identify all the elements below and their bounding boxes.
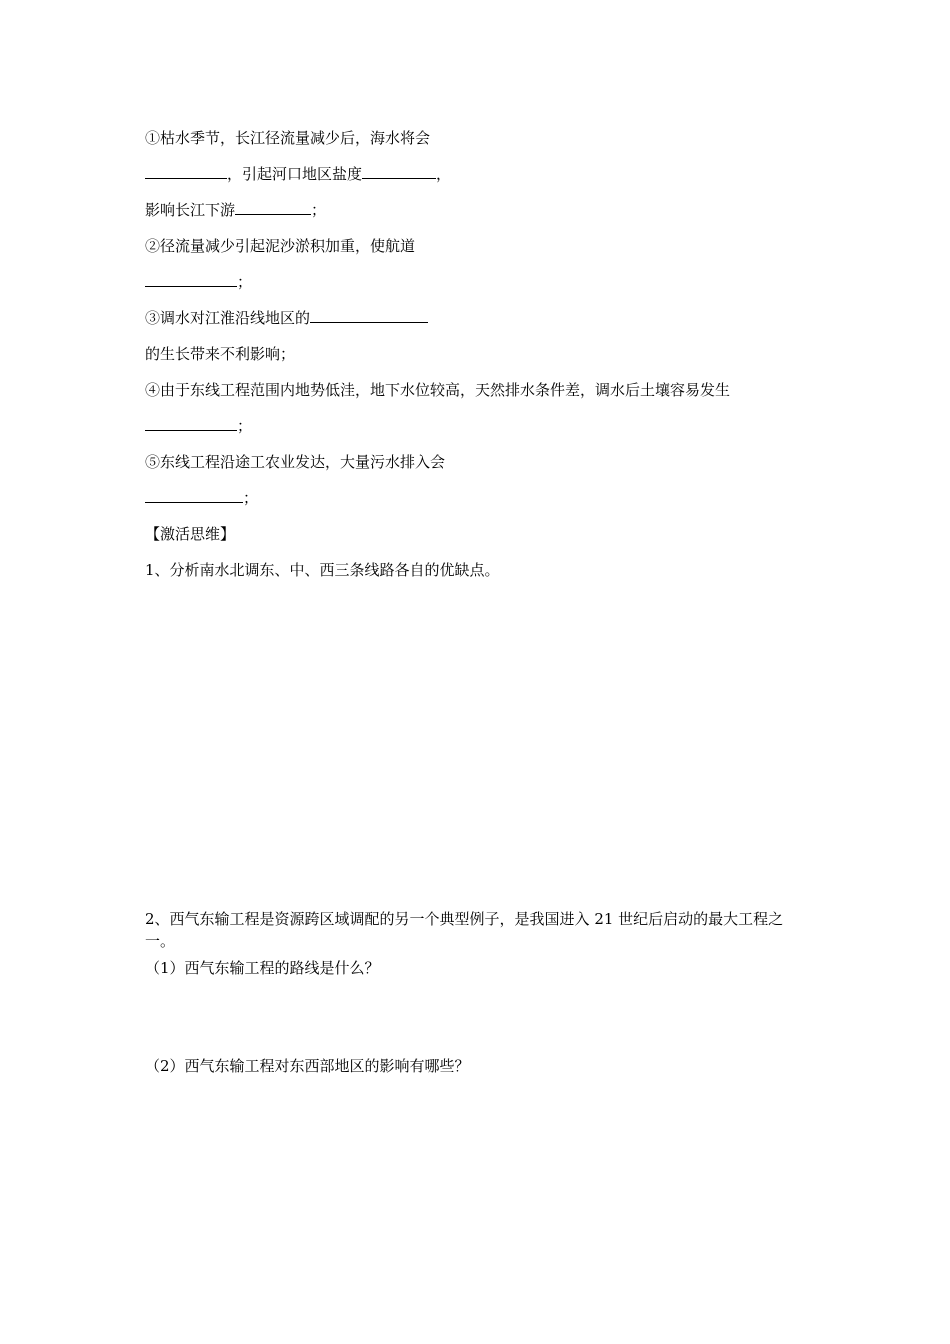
answer-blank[interactable] [145,164,227,179]
item-1-text: ； [311,201,327,219]
item-1-line-2 [145,164,451,184]
item-1-text: ， [436,165,452,183]
item-5-line-2 [145,488,258,508]
answer-blank[interactable] [145,272,237,287]
question-2-part-1: （1）西气东输工程的路线是什么？ [145,959,380,977]
item-5-text: ⑤东线工程沿途工农业发达，大量污水排入会 [145,453,446,471]
item-2-text: ②径流量减少引起泥沙淤积加重，使航道 [145,237,416,255]
item-2-text: ； [237,273,253,291]
item-5-line-1 [145,452,445,472]
section-heading: 【激活思维】 [145,525,236,543]
item-3-text: 的生长带来不利影响； [145,345,296,363]
answer-blank[interactable] [362,164,436,179]
question-2-part-2: （2）西气东输工程对东西部地区的影响有哪些？ [145,1057,470,1075]
item-5-text: ； [243,489,259,507]
item-2-line-2 [145,272,252,292]
answer-blank[interactable] [145,416,237,431]
item-4-text: ④由于东线工程范围内地势低洼，地下水位较高，天然排水条件差，调水后土壤容易发生 [145,381,731,399]
item-1-line-1 [145,128,430,148]
item-3-line-1 [145,308,428,328]
question-2: 2、西气东输工程是资源跨区域调配的另一个典型例子，是我国进入 21 世纪后启动的最大工程之一。 [145,910,784,950]
item-1-text: 影响长江下游 [145,201,236,219]
answer-blank[interactable] [310,308,428,323]
item-1-text: ①枯水季节，长江径流量减少后，海水将会 [145,129,431,147]
item-3-line-2 [145,344,295,364]
answer-blank[interactable] [145,488,243,503]
item-4-text: ； [237,417,253,435]
item-3-text: ③调水对江淮沿线地区的 [145,309,311,327]
item-4-line-2 [145,416,252,436]
answer-blank[interactable] [235,200,311,215]
item-4-line-1 [145,380,730,400]
item-2-line-1 [145,236,415,256]
item-1-text: ，引起河口地区盐度 [227,165,363,183]
item-1-line-3 [145,200,326,220]
question-1: 1、分析南水北调东、中、西三条线路各自的优缺点。 [145,561,500,579]
